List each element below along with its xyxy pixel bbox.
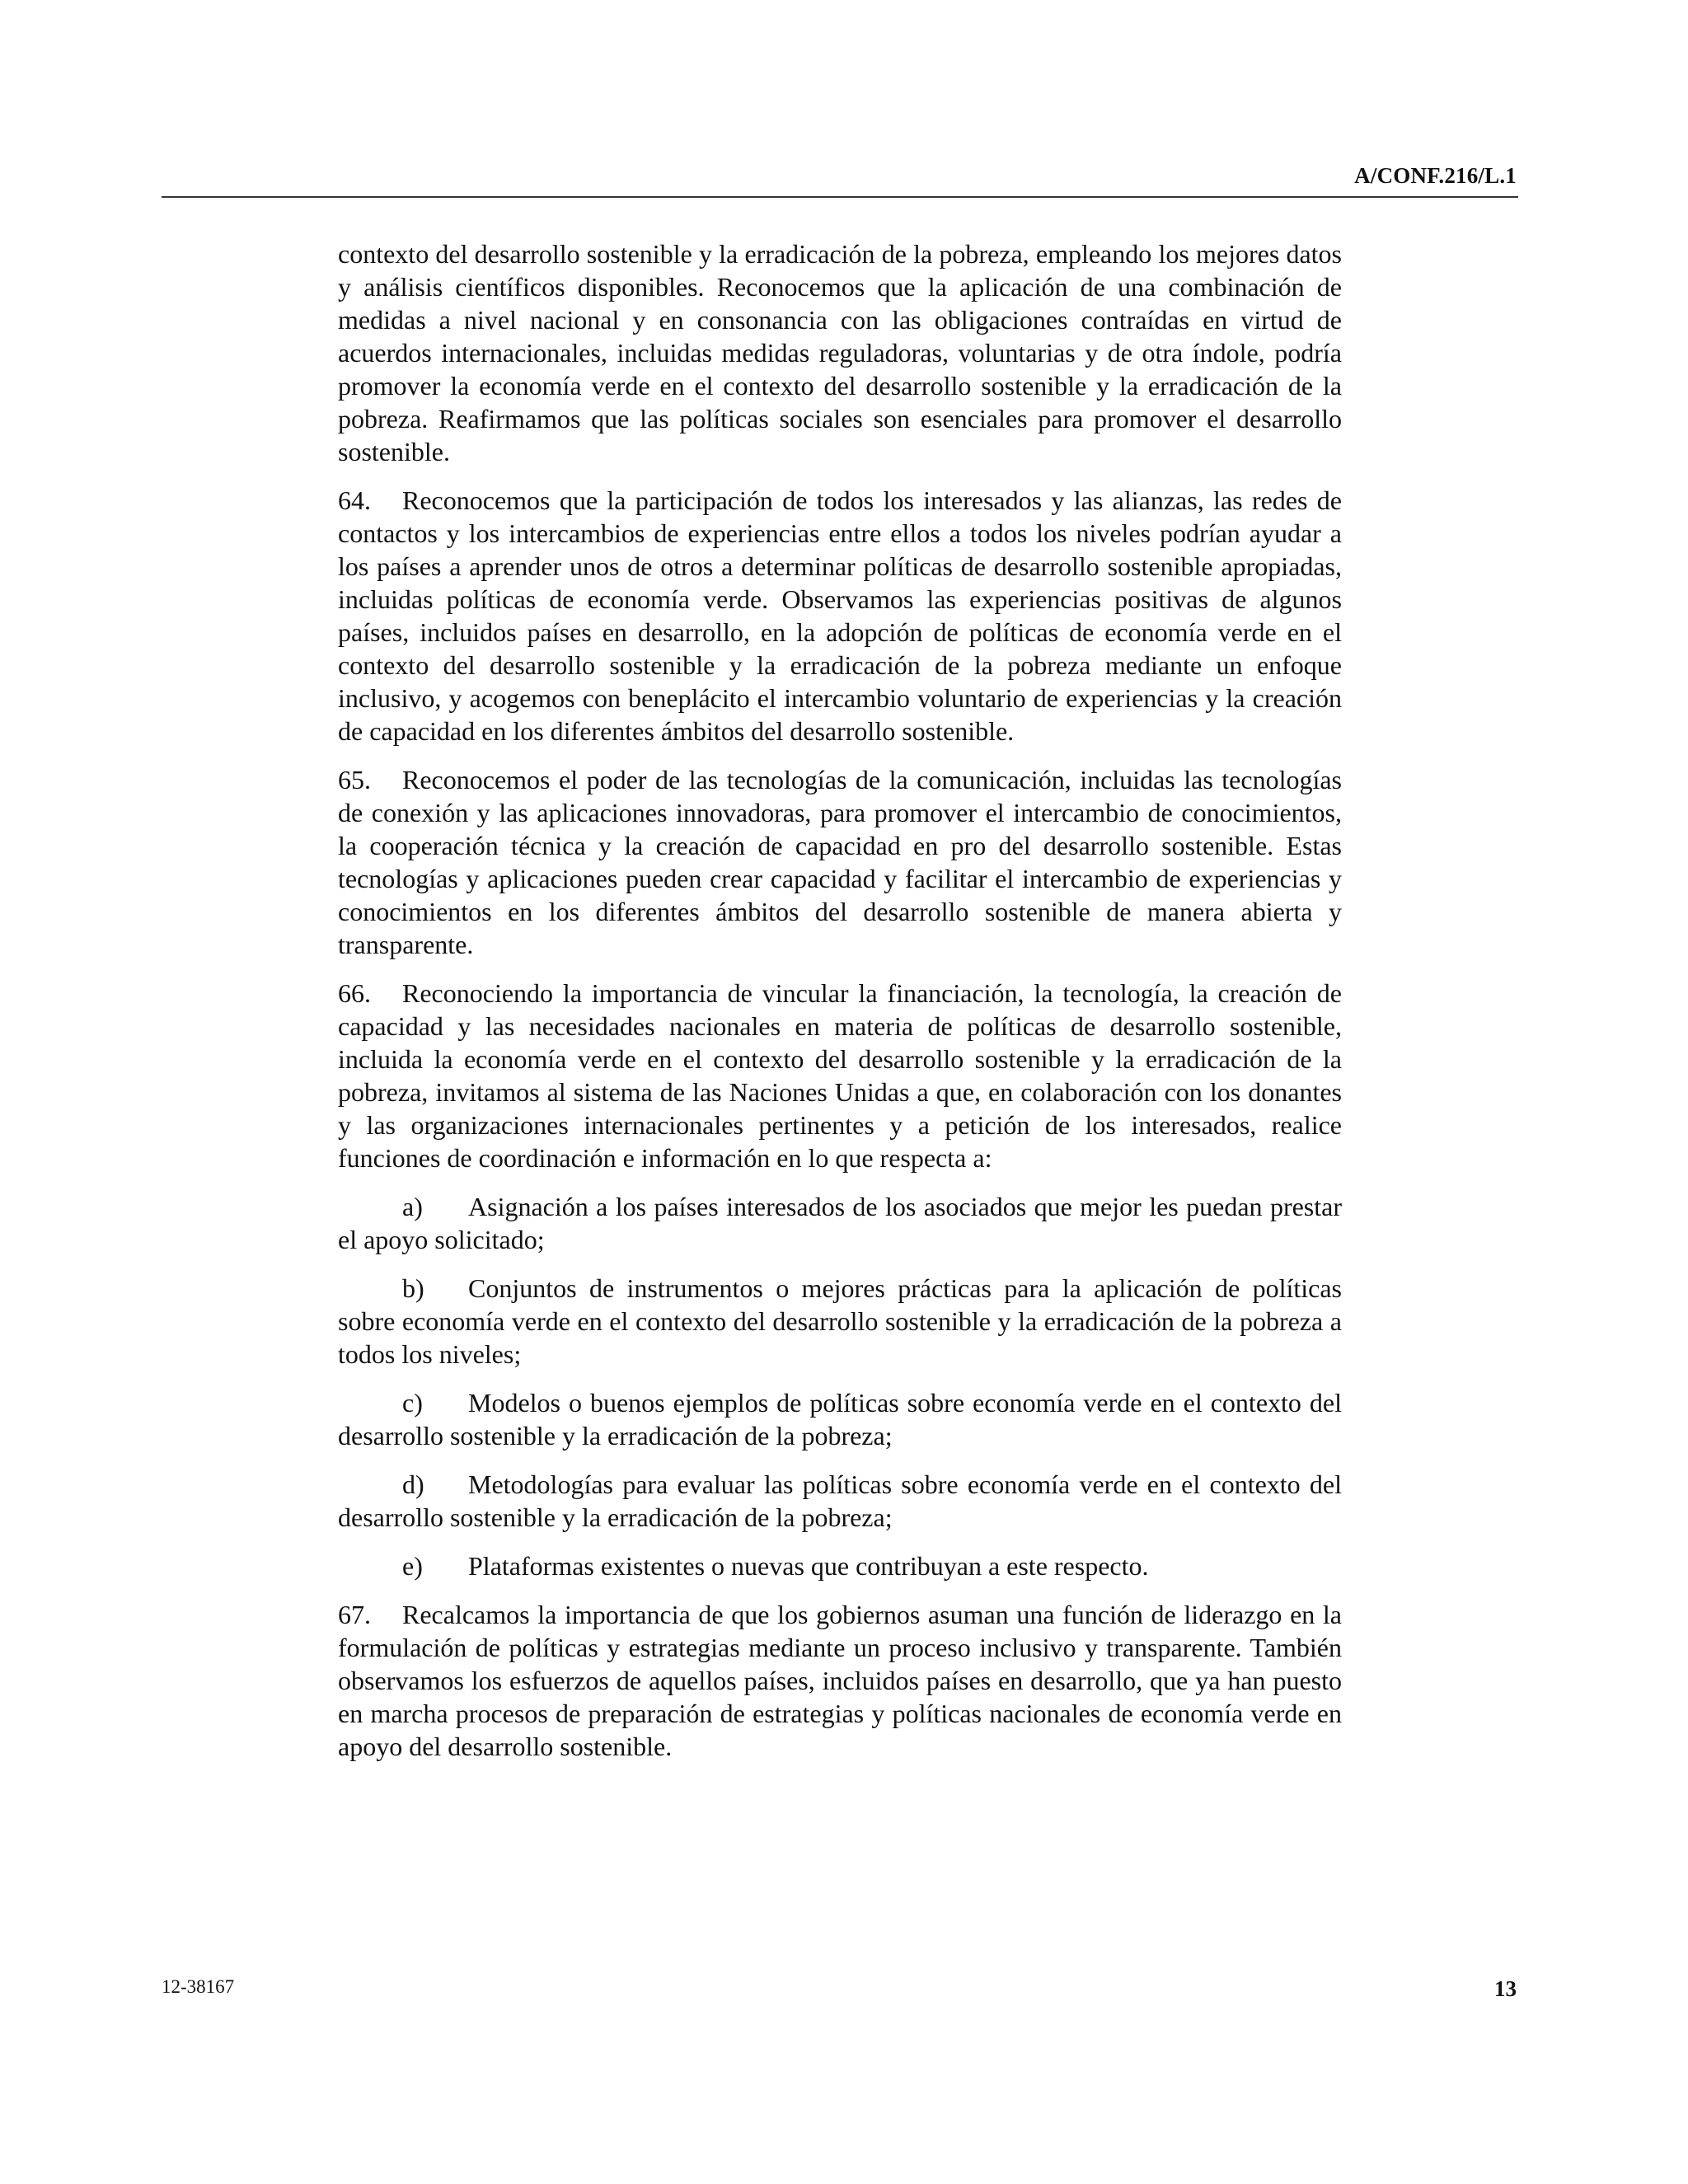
subitem-text: Asignación a los países interesados de los asociados que mejor les puedan prestar el apoyo solicitado;	[338, 1192, 1342, 1254]
paragraph-text: Reconocemos el poder de las tecnologías de la comunicación, incluidas las tecnologías de conexión y las aplicaciones innovadoras, para promover el intercambio de conocimientos, la cooperación técnica y la creación de capacidad en pro del desarrollo sostenible. Estas tecnologías y aplicaciones pueden crear capacidad y facilitar el intercambio de experiencias y conocimientos en los diferentes ámbitos del desarrollo sostenible de manera abierta y transparente.	[338, 765, 1342, 959]
document-code: 12-38167	[162, 1976, 235, 1997]
paragraph-64	[338, 484, 1342, 748]
subitem-text: Metodologías para evaluar las políticas sobre economía verde en el contexto del desarrollo sostenible y la erradicación de la pobreza;	[338, 1469, 1342, 1532]
subitem-text: Conjuntos de instrumentos o mejores prácticas para la aplicación de políticas sobre economía verde en el contexto del desarrollo sostenible y la erradicación de la pobreza a todos los niveles;	[338, 1273, 1342, 1369]
subitem-letter: d)	[402, 1469, 424, 1499]
paragraph-continuation	[338, 237, 1342, 468]
subitem-letter: c)	[402, 1388, 423, 1418]
subitem-a	[338, 1190, 1342, 1256]
header-rule	[162, 196, 1518, 198]
subitem-letter: a)	[402, 1192, 423, 1221]
paragraph-number: 65.	[338, 765, 371, 794]
page-number: 13	[1494, 1976, 1517, 2001]
document-symbol: A/CONF.216/L.1	[1354, 163, 1517, 188]
paragraph-text: contexto del desarrollo sostenible y la erradicación de la pobreza, empleando los mejores datos y análisis científicos disponibles. Reconocemos que la aplicación de una combinación de medidas a nivel nacional y en consonancia con las obligaciones contraídas en virtud de acuerdos internacionales, incluidas medidas reguladoras, voluntarias y de otra índole, podría promover la economía verde en el contexto del desarrollo sostenible y la erradicación de la pobreza. Reafirmamos que las políticas sociales son esenciales para promover el desarrollo sostenible.	[338, 239, 1342, 466]
paragraph-number: 66.	[338, 978, 371, 1008]
subitem-c	[338, 1386, 1342, 1452]
paragraph-text: Recalcamos la importancia de que los gobiernos asuman una función de liderazgo en la formulación de políticas y estrategias mediante un proceso inclusivo y transparente. También observamos los esfuerzos de aquellos países, incluidos países en desarrollo, que ya han puesto en marcha procesos de preparación de estrategias y políticas nacionales de economía verde en apoyo del desarrollo sostenible.	[338, 1600, 1342, 1761]
subitem-b	[338, 1272, 1342, 1371]
paragraph-text: Reconocemos que la participación de todos los interesados y las alianzas, las redes de contactos y los intercambios de experiencias entre ellos a todos los niveles podrían ayudar a los países a aprender unos de otros a determinar políticas de desarrollo sostenible apropiadas, incluidas políticas de economía verde. Observamos las experiencias positivas de algunos países, incluidos países en desarrollo, en la adopción de políticas de economía verde en el contexto del desarrollo sostenible y la erradicación de la pobreza mediante un enfoque inclusivo, y acogemos con beneplácito el intercambio voluntario de experiencias y la creación de capacidad en los diferentes ámbitos del desarrollo sostenible.	[338, 485, 1342, 746]
paragraph-number: 67.	[338, 1600, 371, 1629]
paragraph-65	[338, 763, 1342, 961]
paragraph-number: 64.	[338, 485, 371, 515]
subitem-letter: e)	[402, 1551, 423, 1581]
paragraph-66	[338, 977, 1342, 1174]
subitem-letter: b)	[402, 1273, 424, 1303]
subitem-d	[338, 1468, 1342, 1534]
subitem-text: Modelos o buenos ejemplos de políticas sobre economía verde en el contexto del desarrollo sostenible y la erradicación de la pobreza;	[338, 1388, 1342, 1451]
paragraph-text: Reconociendo la importancia de vincular la financiación, la tecnología, la creación de capacidad y las necesidades nacionales en materia de políticas de desarrollo sostenible, incluida la economía verde en el contexto del desarrollo sostenible y la erradicación de la pobreza, invitamos al sistema de las Naciones Unidas a que, en colaboración con los donantes y las organizaciones internacionales pertinentes y a petición de los interesados, realice funciones de coordinación e información en lo que respecta a:	[338, 978, 1342, 1173]
subitem-text: Plataformas existentes o nuevas que contribuyan a este respecto.	[468, 1551, 1149, 1581]
subitem-e	[338, 1549, 1342, 1582]
document-body	[338, 237, 1342, 1779]
paragraph-67	[338, 1598, 1342, 1763]
